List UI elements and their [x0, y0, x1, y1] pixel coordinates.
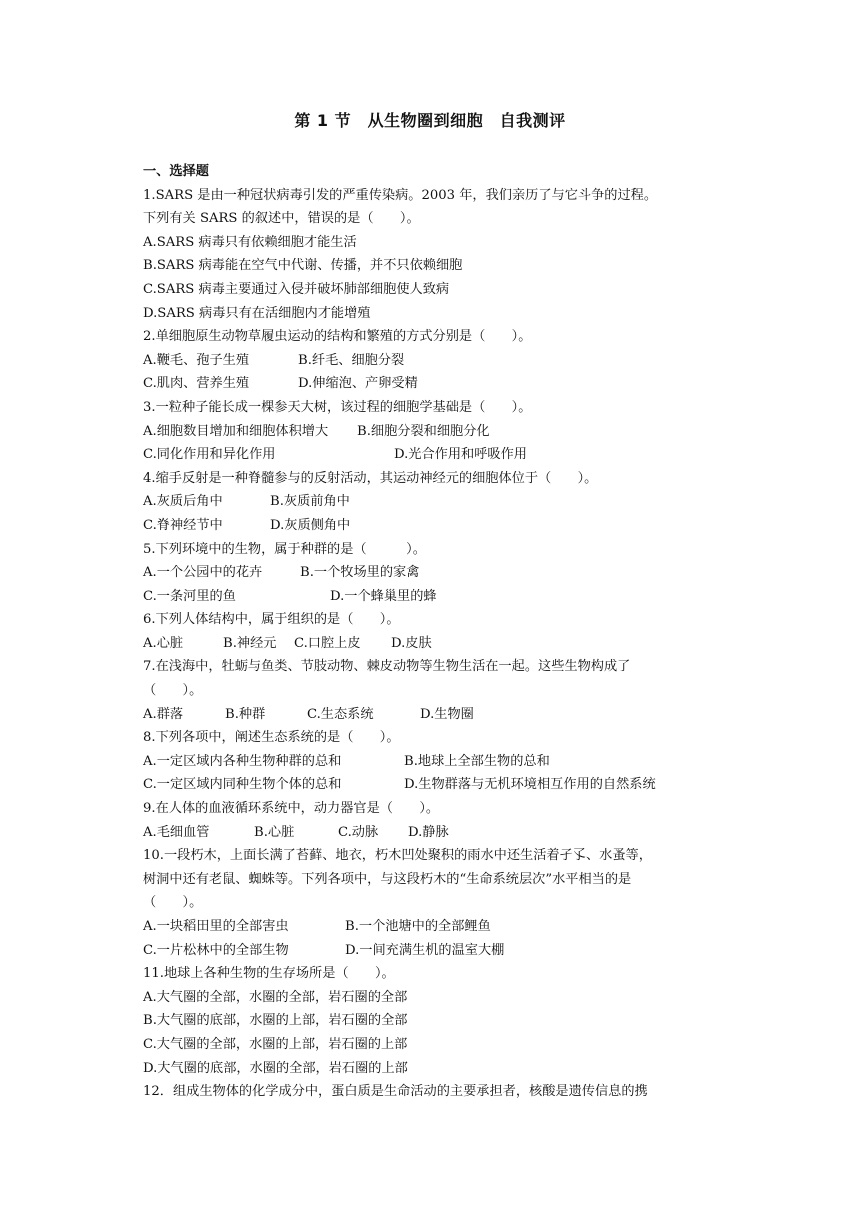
question-9-options: [143, 821, 723, 845]
question-10-stem-end: （ ）。: [143, 895, 203, 911]
question-2-stem: 2.单细胞原生动物草履虫运动的结构和繁殖的方式分别是（ ）。: [143, 329, 532, 345]
question-3-option-d: D.光合作用和呼吸作用: [394, 447, 527, 463]
question-8-option-b: B.地球上全部生物的总和: [404, 753, 550, 769]
question-11-option-a: A.大气圈的全部，水圈的全部，岩石圈的全部: [143, 989, 408, 1005]
question-7-stem: 7.在浅海中，牡蛎与鱼类、节肢动物、棘皮动物等生物生活在一起。这些生物构成了: [143, 659, 631, 675]
question-8-option-d: D.生物群落与无机环境相互作用的自然系统: [404, 777, 656, 793]
question-1-stem-cont: 下列有关 SARS 的叙述中，错误的是（ ）。: [143, 211, 420, 227]
question-4-options-row2: [143, 514, 723, 538]
page-title: 第 1 节 从生物圈到细胞 自我测评: [294, 111, 566, 130]
question-9-option-a: A.毛细血管: [143, 824, 210, 840]
question-10-options-row2: [143, 939, 723, 963]
question-9-stem: 9.在人体的血液循环系统中，动力器官是（ ）。: [143, 801, 440, 817]
question-1-stem: 1.SARS 是由一种冠状病毒引发的严重传染病。2003 年，我们亲历了与它斗争的过程。: [143, 187, 658, 203]
question-6-options: [143, 632, 723, 656]
question-5-options-row2: [143, 585, 723, 609]
question-7-option-b: B.种群: [225, 706, 266, 722]
question-6-option-c: C.口腔上皮: [294, 635, 361, 651]
question-5-option-d: D.一个蜂巢里的蜂: [330, 588, 437, 604]
question-3-stem: 3.一粒种子能长成一棵参天大树，该过程的细胞学基础是（ ）。: [143, 399, 532, 415]
question-2-option-b: B.纤毛、细胞分裂: [298, 352, 405, 368]
question-8-options-row2: [143, 773, 723, 797]
question-9-option-b: B.心脏: [254, 824, 295, 840]
question-2-option-c: C.肌肉、营养生殖: [143, 376, 250, 392]
question-10-option-a: A.一块稻田里的全部害虫: [143, 919, 289, 934]
question-10-stem-cont: 树洞中还有老鼠、蜘蛛等。下列各项中，与这段朽木的“生命系统层次”水平相当的是: [143, 871, 632, 887]
question-4-option-c: C.脊神经节中: [143, 517, 223, 533]
question-7-option-d: D.生物圈: [420, 706, 474, 722]
question-2-options-row2: [143, 372, 723, 396]
question-10-stem: 10.一段朽木，上面长满了苔藓、地衣，朽木凹处聚积的雨水中还生活着孑孓、水蚤等，: [143, 848, 652, 864]
question-7-option-c: C.生态系统: [307, 706, 374, 722]
question-2-option-d: D.伸缩泡、产卵受精: [298, 376, 418, 392]
question-12-stem: 12．组成生物体的化学成分中，蛋白质是生命活动的主要承担者，核酸是遗传信息的携: [143, 1084, 648, 1100]
question-3-option-b: B.细胞分裂和细胞分化: [357, 423, 490, 439]
section-heading: 一、选择题: [143, 164, 209, 179]
question-4-option-a: A.灰质后角中: [143, 494, 223, 510]
question-1-option-c: C.SARS 病毒主要通过入侵并破坏肺部细胞使人致病: [143, 281, 450, 297]
question-8-stem: 8.下列各项中，阐述生态系统的是（ ）。: [143, 730, 400, 746]
question-5-stem: 5.下列环境中的生物，属于种群的是（ ）。: [143, 541, 426, 557]
question-3-options-row2: [143, 443, 723, 467]
question-10-option-c: C.一片松林中的全部生物: [143, 942, 289, 958]
question-6-stem: 6.下列人体结构中，属于组织的是（ ）。: [143, 612, 400, 628]
question-5-option-c: C.一条河里的鱼: [143, 588, 236, 604]
question-8-options-row1: [143, 750, 723, 774]
question-10-option-d: D.一间充满生机的温室大棚: [345, 942, 505, 958]
question-6-option-d: D.皮肤: [391, 635, 432, 651]
question-3-option-c: C.同化作用和异化作用: [143, 447, 276, 463]
question-6-option-b: B.神经元: [223, 635, 277, 651]
question-5-option-a: A.一个公园中的花卉: [143, 565, 263, 581]
question-11-option-d: D.大气圈的底部，水圈的全部，岩石圈的上部: [143, 1060, 408, 1076]
question-8-option-c: C.一定区域内同种生物个体的总和: [143, 777, 342, 793]
question-11-option-b: B.大气圈的底部，水圈的上部，岩石圈的全部: [143, 1013, 408, 1029]
question-3-options-row1: [143, 420, 723, 444]
question-1-option-d: D.SARS 病毒只有在活细胞内才能增殖: [143, 305, 371, 321]
question-1-option-a: A.SARS 病毒只有依赖细胞才能生活: [143, 234, 357, 250]
question-4-options-row1: [143, 490, 723, 514]
question-4-stem: 4.缩手反射是一种脊髓参与的反射活动，其运动神经元的细胞体位于（ ）。: [143, 470, 598, 486]
question-7-stem-cont: （ ）。: [143, 683, 203, 699]
question-9-option-c: C.动脉: [338, 824, 379, 840]
question-3-option-a: A.细胞数目增加和细胞体积增大: [143, 423, 329, 439]
question-4-option-d: D.灰质侧角中: [270, 517, 351, 533]
question-5-options-row1: [143, 561, 723, 585]
question-10-option-b: B.一个池塘中的全部鲤鱼: [345, 919, 491, 934]
question-11-option-c: C.大气圈的全部，水圈的上部，岩石圈的上部: [143, 1036, 408, 1052]
question-6-option-a: A.心脏: [143, 635, 184, 651]
question-10-options-row1: [143, 915, 723, 939]
question-7-option-a: A.群落: [143, 706, 184, 722]
question-1-option-b: B.SARS 病毒能在空气中代谢、传播，并不只依赖细胞: [143, 258, 463, 274]
question-11-stem: 11.地球上各种生物的生存场所是（ ）。: [143, 966, 395, 982]
question-7-options: [143, 703, 723, 727]
question-5-option-b: B.一个牧场里的家禽: [300, 565, 420, 581]
question-2-option-a: A.鞭毛、孢子生殖: [143, 352, 250, 368]
question-8-option-a: A.一定区域内各种生物种群的总和: [143, 753, 342, 769]
question-9-option-d: D.静脉: [408, 824, 449, 840]
question-4-option-b: B.灰质前角中: [270, 494, 350, 510]
question-list: [143, 160, 723, 1104]
question-2-options-row1: [143, 349, 723, 373]
